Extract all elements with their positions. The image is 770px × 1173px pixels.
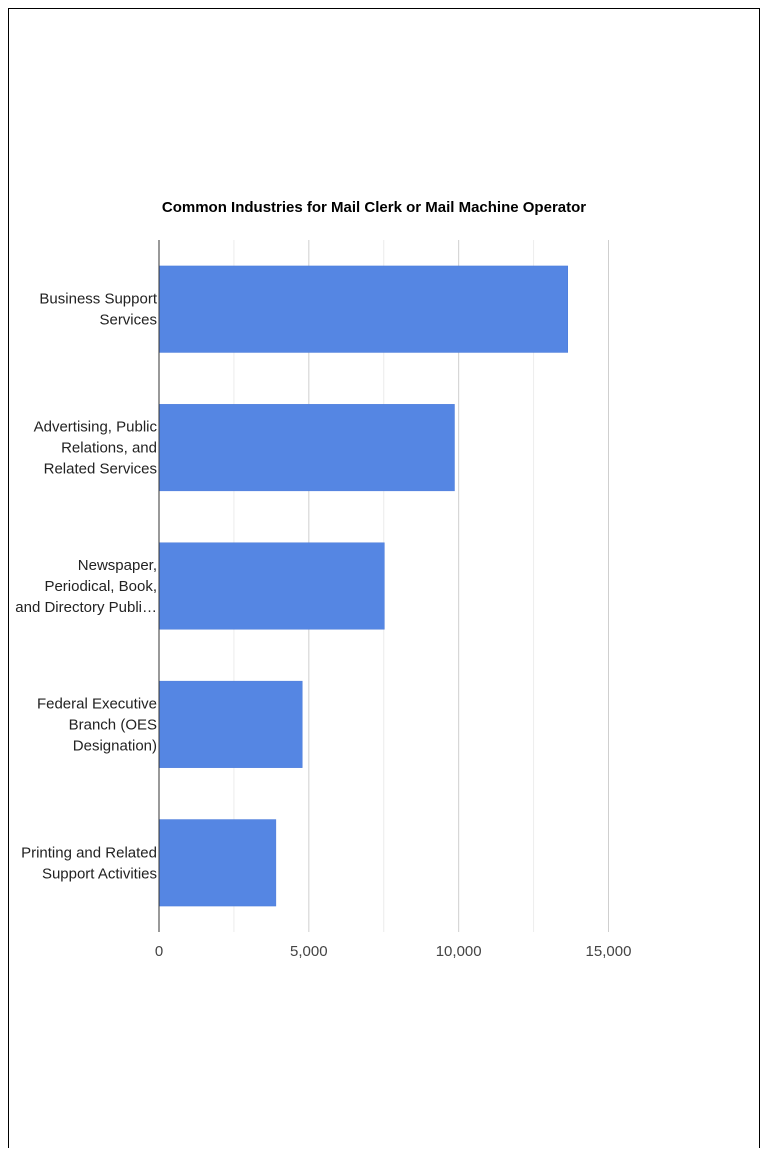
category-label-line: Services <box>99 311 157 329</box>
category-label-line: Printing and Related <box>21 844 157 862</box>
chart-title: Common Industries for Mail Clerk or Mail Machine Operator <box>161 199 587 216</box>
category-labels <box>15 291 158 883</box>
category-label-line: Branch (OES <box>68 716 157 734</box>
x-tick-label: 5,000 <box>290 943 328 960</box>
category-label-line: Designation) <box>72 737 157 755</box>
category-label-line: Newspaper, <box>77 557 157 574</box>
category-label-line: Business Support <box>39 290 157 308</box>
x-tick-labels <box>155 943 632 960</box>
category-label <box>21 844 157 882</box>
category-label-line: Advertising, Public <box>33 418 157 436</box>
category-label-line: Relations, and <box>61 439 157 457</box>
category-label-line: Federal Executive <box>36 695 157 713</box>
category-label-line: Periodical, Book, <box>44 578 157 595</box>
category-label <box>34 419 158 478</box>
category-label-line: Related Services <box>43 460 157 478</box>
bar[interactable] <box>159 404 454 491</box>
category-label <box>39 291 157 329</box>
category-label <box>37 695 157 754</box>
bar[interactable] <box>159 681 302 768</box>
bars <box>159 266 568 906</box>
category-label-line: and Directory Publi… <box>15 599 157 616</box>
bar[interactable] <box>159 543 384 630</box>
category-label <box>15 557 157 616</box>
category-label-line: Support Activities <box>41 865 157 883</box>
x-tick-label: 0 <box>154 943 164 960</box>
x-tick-label: 10,000 <box>435 943 482 960</box>
bar[interactable] <box>159 266 568 353</box>
bar[interactable] <box>159 820 276 907</box>
x-tick-label: 15,000 <box>585 943 632 960</box>
